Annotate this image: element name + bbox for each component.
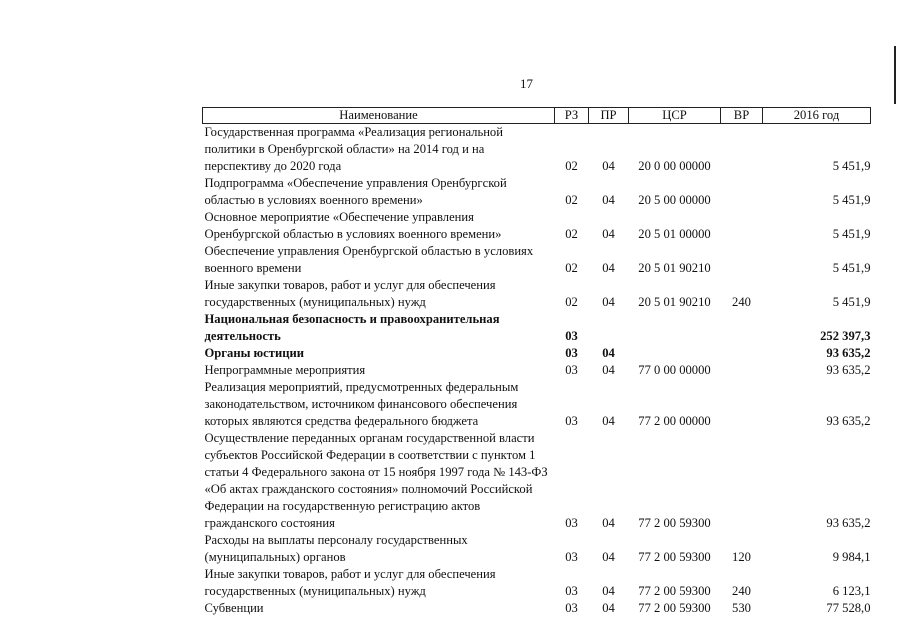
row-pr: 04 — [602, 346, 615, 360]
row-csr: 77 2 00 59300 — [638, 550, 711, 564]
header-vr: ВР — [721, 108, 763, 124]
row-name: Подпрограмма «Обеспечение управления Оренбургской областью в условиях военного времени» — [204, 176, 507, 207]
row-pr: 04 — [602, 261, 615, 275]
header-name: Наименование — [203, 108, 555, 124]
row-amount: 252 397,3 — [820, 329, 871, 343]
table-row — [203, 532, 871, 566]
row-csr — [629, 345, 721, 362]
row-name: Реализация мероприятий, предусмотренных федеральным законодательством, источником финансового обеспечения которых являются средства федерального бюджета — [204, 380, 519, 428]
row-name: Основное мероприятие «Обеспечение управления Оренбургской областью в условиях военного времени» — [204, 210, 502, 241]
row-amount: 93 635,2 — [826, 346, 871, 360]
row-csr: 20 5 01 90210 — [638, 295, 711, 309]
row-rz: 03 — [565, 584, 578, 598]
row-vr: 120 — [732, 550, 751, 564]
row-amount: 5 451,9 — [832, 193, 871, 207]
row-name: Иные закупки товаров, работ и услуг для обеспечения государственных (муниципальных) нужд — [204, 567, 496, 598]
row-vr: 530 — [732, 601, 751, 615]
row-vr — [721, 379, 763, 430]
row-name: Расходы на выплаты персоналу государственных (муниципальных) органов — [204, 533, 468, 564]
row-rz: 03 — [565, 346, 578, 360]
row-csr: 20 5 00 00000 — [638, 193, 711, 207]
row-rz: 02 — [565, 227, 578, 241]
table-row — [203, 362, 871, 379]
row-name: Обеспечение управления Оренбургской областью в условиях военного времени — [204, 244, 534, 275]
table-row-section — [203, 345, 871, 362]
header-pr: ПР — [589, 108, 629, 124]
row-csr: 77 2 00 59300 — [638, 584, 711, 598]
row-pr: 04 — [602, 601, 615, 615]
row-pr: 04 — [602, 584, 615, 598]
row-csr: 77 2 00 59300 — [638, 601, 711, 615]
row-amount: 93 635,2 — [826, 516, 871, 530]
table-row — [203, 209, 871, 243]
row-vr — [721, 243, 763, 277]
row-amount: 93 635,2 — [826, 363, 871, 377]
row-vr: 240 — [732, 295, 751, 309]
table-row — [203, 277, 871, 311]
row-rz: 02 — [565, 159, 578, 173]
row-amount: 77 528,0 — [826, 601, 871, 615]
scan-edge-mark — [894, 46, 896, 104]
page-number: 17 — [520, 76, 533, 91]
row-name: Иные закупки товаров, работ и услуг для обеспечения государственных (муниципальных) нужд — [204, 278, 496, 309]
table-row — [203, 379, 871, 430]
row-csr: 77 2 00 00000 — [638, 414, 711, 428]
row-rz: 03 — [565, 363, 578, 377]
row-amount: 9 984,1 — [832, 550, 871, 564]
table-row — [203, 430, 871, 532]
row-pr: 04 — [602, 193, 615, 207]
row-pr — [589, 311, 629, 345]
row-vr: 240 — [732, 584, 751, 598]
table-row — [203, 600, 871, 617]
row-vr — [721, 124, 763, 176]
row-amount: 6 123,1 — [832, 584, 871, 598]
budget-table — [202, 107, 871, 617]
row-pr: 04 — [602, 295, 615, 309]
row-vr — [721, 362, 763, 379]
row-vr — [721, 311, 763, 345]
table-row — [203, 124, 871, 176]
row-pr: 04 — [602, 550, 615, 564]
row-name: Осуществление переданных органам государственной власти субъектов Российской Федерации в соответствии с пунктом 1 статьи 4 Федерального закона от 15 ноября 1997 года № 143-ФЗ «Об актах гражданского состояния» полномочий Российской Федерации на государственную регистрацию актов гражданского состояния — [204, 431, 548, 530]
row-pr: 04 — [602, 363, 615, 377]
row-csr: 77 0 00 00000 — [638, 363, 711, 377]
row-name: Национальная безопасность и правоохранительная деятельность — [204, 312, 500, 343]
row-rz: 03 — [565, 329, 578, 343]
table-row — [203, 566, 871, 600]
row-vr — [721, 430, 763, 532]
row-amount: 5 451,9 — [832, 295, 871, 309]
row-rz: 02 — [565, 295, 578, 309]
row-csr: 20 5 01 00000 — [638, 227, 711, 241]
header-rz: РЗ — [555, 108, 589, 124]
header-csr: ЦСР — [629, 108, 721, 124]
row-rz: 02 — [565, 261, 578, 275]
row-amount: 5 451,9 — [832, 227, 871, 241]
row-rz: 02 — [565, 193, 578, 207]
row-amount: 5 451,9 — [832, 159, 871, 173]
row-amount: 5 451,9 — [832, 261, 871, 275]
table-row — [203, 175, 871, 209]
row-rz: 03 — [565, 516, 578, 530]
row-name: Непрограммные мероприятия — [204, 363, 366, 377]
row-pr: 04 — [602, 227, 615, 241]
table-header-row — [203, 108, 871, 124]
row-pr: 04 — [602, 516, 615, 530]
table-row — [203, 243, 871, 277]
row-name: Субвенции — [204, 601, 264, 615]
row-csr: 77 2 00 59300 — [638, 516, 711, 530]
row-name: Органы юстиции — [204, 346, 304, 360]
table-row-section — [203, 311, 871, 345]
row-amount: 93 635,2 — [826, 414, 871, 428]
row-vr — [721, 209, 763, 243]
header-amount: 2016 год — [763, 108, 871, 124]
row-vr — [721, 345, 763, 362]
row-pr: 04 — [602, 159, 615, 173]
row-rz: 03 — [565, 550, 578, 564]
row-pr: 04 — [602, 414, 615, 428]
row-rz: 03 — [565, 601, 578, 615]
row-vr — [721, 175, 763, 209]
row-csr: 20 0 00 00000 — [638, 159, 711, 173]
row-csr: 20 5 01 90210 — [638, 261, 711, 275]
row-rz: 03 — [565, 414, 578, 428]
row-name: Государственная программа «Реализация региональной политики в Оренбургской области» на 2014 год и на перспективу до 2020 года — [204, 125, 503, 173]
row-csr — [629, 311, 721, 345]
